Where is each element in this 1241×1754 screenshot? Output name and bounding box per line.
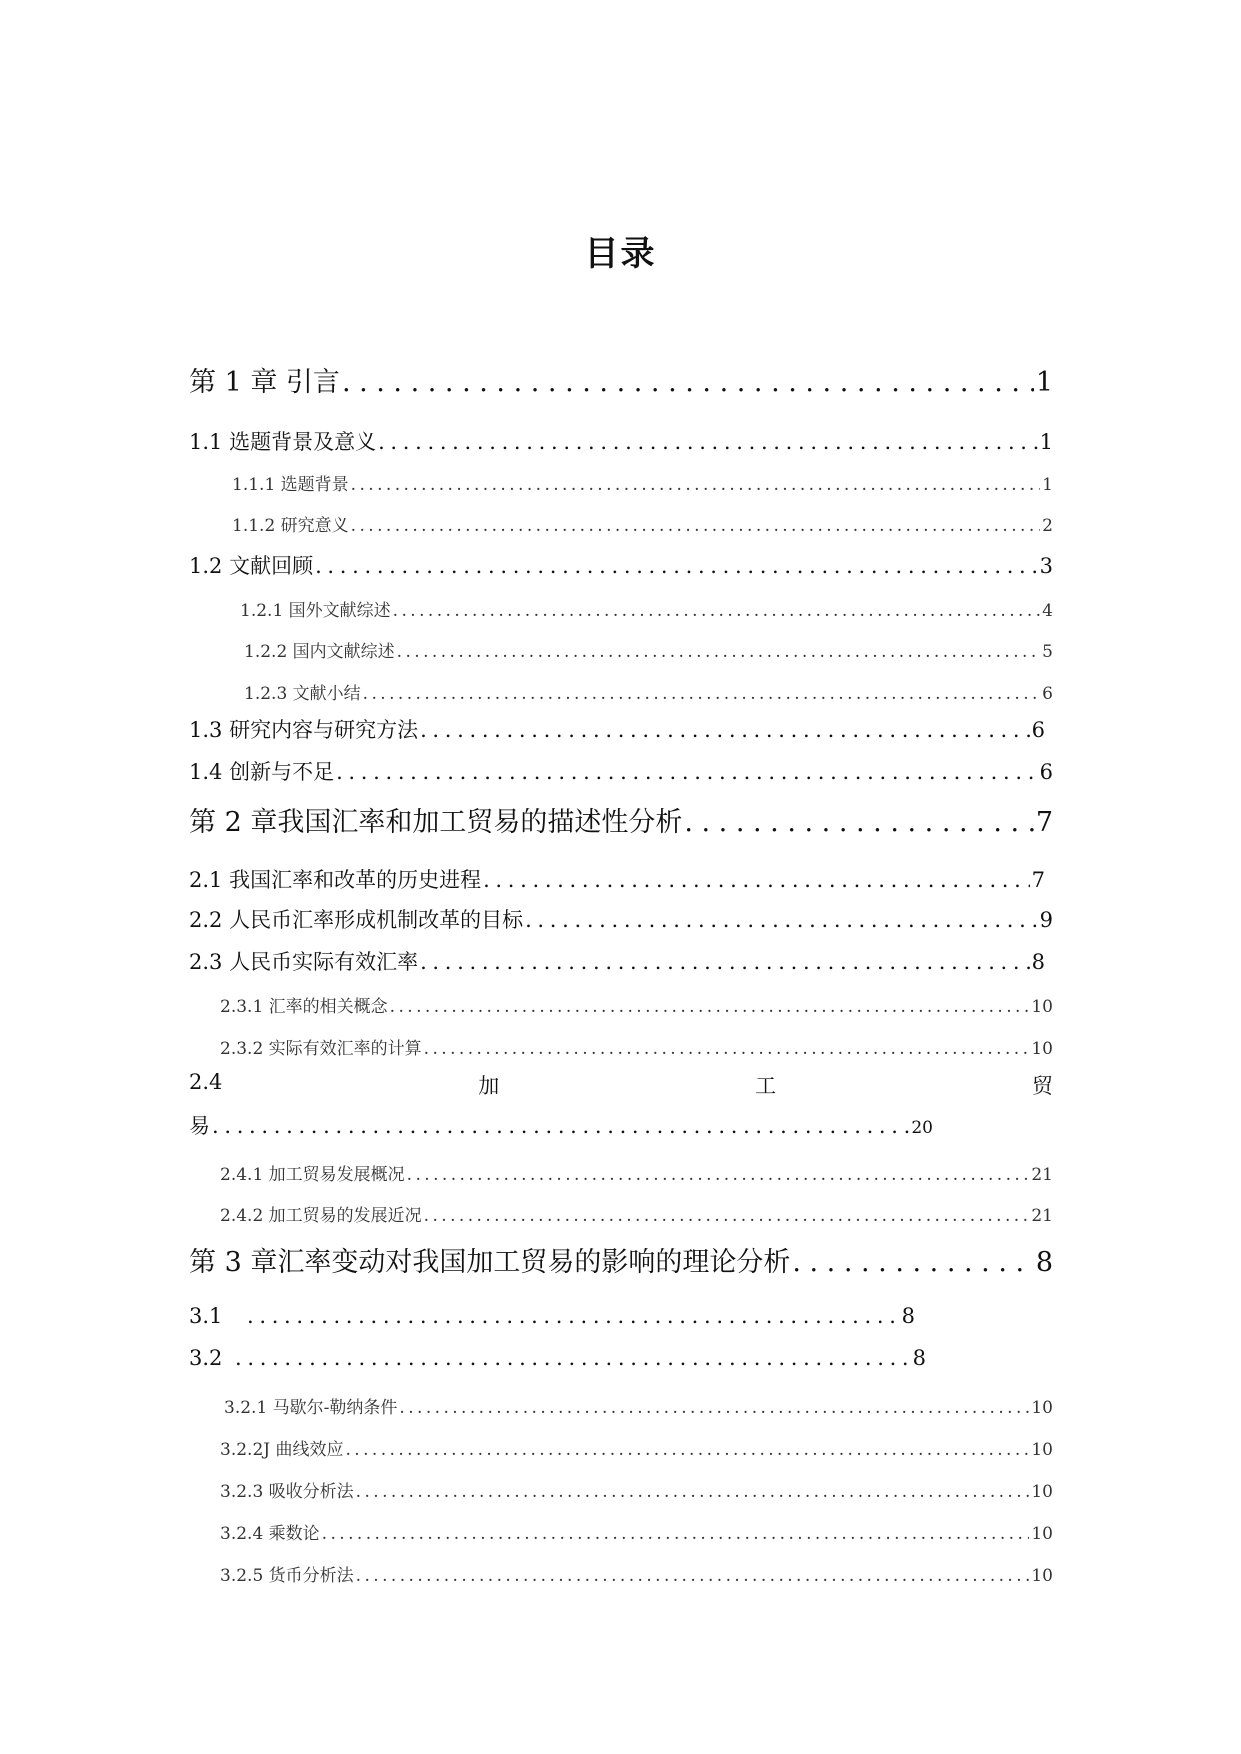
toc-entry-page: 10	[1031, 1524, 1053, 1544]
toc-entry-3-2-1[interactable]	[224, 1393, 1053, 1418]
toc-entry-3-2-3[interactable]	[220, 1477, 1053, 1502]
dot-leader	[378, 430, 1038, 454]
dot-leader	[424, 1206, 1030, 1226]
toc-entry-label-part: 2.4	[189, 1070, 223, 1094]
toc-entry-page: 1	[1035, 367, 1053, 398]
toc-entry-label: 1.1.1 选题背景	[232, 475, 349, 495]
toc-entry-label: 1.2.2 国内文献综述	[244, 642, 395, 662]
toc-entry-page: 1	[1042, 475, 1053, 495]
dot-leader	[363, 684, 1041, 704]
toc-entry-label: 1.3 研究内容与研究方法	[189, 718, 419, 742]
dot-leader	[351, 516, 1041, 536]
toc-entry-1-3[interactable]	[189, 714, 1045, 744]
dot-leader	[351, 475, 1041, 495]
toc-entry-label: 3.2.3 吸收分析法	[220, 1482, 354, 1502]
dot-leader	[399, 1398, 1029, 1418]
toc-entry-page: 6	[1039, 760, 1053, 784]
toc-entry-page: 21	[1031, 1206, 1053, 1226]
toc-entry-1-2-3[interactable]	[244, 679, 1053, 704]
toc-entry-page: 4	[1042, 601, 1053, 621]
toc-entry-2-4-line1[interactable]	[189, 1070, 1053, 1100]
dot-leader	[525, 908, 1038, 932]
dot-leader	[356, 1566, 1030, 1586]
toc-entry-label: 1.2 文献回顾	[189, 554, 314, 578]
toc-entry-3-2-5[interactable]	[220, 1561, 1053, 1586]
dot-leader	[345, 1440, 1029, 1460]
toc-entry-label: 2.4.2 加工贸易的发展近况	[220, 1206, 422, 1226]
dot-leader	[336, 760, 1038, 784]
toc-entry-label: 第 3 章汇率变动对我国加工贸易的影响的理论分析	[189, 1247, 791, 1278]
toc-entry-2-4-line2[interactable]	[189, 1110, 933, 1140]
toc-entry-label-part: 贸	[1031, 1074, 1053, 1098]
dot-leader	[342, 367, 1034, 398]
toc-entry-page: 6	[1031, 718, 1045, 742]
toc-entry-1-1-1[interactable]	[232, 470, 1053, 495]
toc-entry-page: 9	[1039, 908, 1053, 932]
toc-entry-label: 第 1 章 引言	[189, 367, 340, 398]
dot-leader	[390, 997, 1030, 1017]
toc-entry-page: 21	[1031, 1165, 1053, 1185]
toc-entry-page: 8	[1031, 950, 1045, 974]
toc-entry-label: 2.3.2 实际有效汇率的计算	[220, 1039, 422, 1059]
dot-leader	[483, 868, 1030, 892]
toc-entry-page: 6	[1042, 684, 1053, 704]
toc-entry-page: 10	[1031, 1566, 1053, 1586]
toc-entry-label: 3.1	[189, 1304, 223, 1328]
dot-leader	[247, 1304, 900, 1328]
toc-entry-label: 3.2.2J 曲线效应	[220, 1440, 344, 1460]
toc-entry-label: 2.4.1 加工贸易发展概况	[220, 1165, 405, 1185]
toc-entry-label: 2.3 人民币实际有效汇率	[189, 950, 419, 974]
toc-entry-page: 1	[1039, 430, 1053, 454]
toc-entry-1-2-2[interactable]	[244, 637, 1053, 662]
dot-leader	[315, 554, 1038, 578]
toc-entry-3-2-2[interactable]	[220, 1435, 1053, 1460]
toc-entry-page: 10	[1031, 1482, 1053, 1502]
toc-entry-1-4[interactable]	[189, 756, 1053, 786]
toc-entry-chapter-1[interactable]	[189, 360, 1053, 399]
toc-entry-page: 10	[1031, 1440, 1053, 1460]
toc-entry-page: 8	[912, 1346, 926, 1370]
toc-entry-page: 2	[1042, 516, 1053, 536]
toc-entry-label: 1.4 创新与不足	[189, 760, 335, 784]
toc-entry-3-1[interactable]	[189, 1304, 915, 1328]
dot-leader	[420, 718, 1030, 742]
toc-entry-label: 2.1 我国汇率和改革的历史进程	[189, 868, 482, 892]
dot-leader	[322, 1524, 1030, 1544]
dot-leader	[356, 1482, 1030, 1502]
toc-entry-2-3-1[interactable]	[220, 992, 1053, 1017]
toc-entry-label: 1.2.3 文献小结	[244, 684, 361, 704]
toc-entry-page: 7	[1031, 868, 1045, 892]
toc-entry-label-part: 工	[755, 1074, 777, 1098]
toc-entry-chapter-3[interactable]	[189, 1240, 1053, 1279]
toc-entry-chapter-2[interactable]	[189, 800, 1053, 839]
toc-entry-label: 3.2.1 马歇尔-勒纳条件	[224, 1398, 398, 1418]
toc-entry-1-1[interactable]	[189, 426, 1053, 456]
toc-entry-1-1-2[interactable]	[232, 511, 1053, 536]
toc-entry-page: 3	[1039, 554, 1053, 578]
dot-leader	[212, 1114, 909, 1138]
toc-entry-3-2-4[interactable]	[220, 1519, 1053, 1544]
toc-entry-page: 5	[1042, 642, 1053, 662]
dot-leader	[393, 601, 1041, 621]
dot-leader	[792, 1247, 1033, 1278]
toc-entry-label: 2.3.1 汇率的相关概念	[220, 997, 388, 1017]
toc-entry-3-2[interactable]	[189, 1346, 926, 1370]
toc-entry-1-2[interactable]	[189, 550, 1053, 580]
toc-entry-label: 1.1.2 研究意义	[232, 516, 349, 536]
toc-entry-label: 3.2.4 乘数论	[220, 1524, 320, 1544]
toc-entry-2-4-2[interactable]	[220, 1201, 1053, 1226]
dot-leader	[407, 1165, 1030, 1185]
page-title: 目录	[584, 234, 657, 274]
toc-entry-label: 1.1 选题背景及意义	[189, 430, 377, 454]
toc-entry-page: 20	[911, 1118, 933, 1138]
dot-leader	[424, 1039, 1030, 1059]
toc-entry-1-2-1[interactable]	[240, 596, 1053, 621]
toc-entry-2-3-2[interactable]	[220, 1034, 1053, 1059]
toc-entry-page: 10	[1031, 1398, 1053, 1418]
toc-entry-page: 10	[1031, 1039, 1053, 1059]
toc-entry-page: 7	[1035, 807, 1053, 838]
toc-entry-page: 8	[1035, 1247, 1053, 1278]
toc-entry-page: 8	[901, 1304, 915, 1328]
toc-entry-label: 2.2 人民币汇率形成机制改革的目标	[189, 908, 524, 932]
toc-entry-label: 3.2	[189, 1346, 223, 1370]
dot-leader	[420, 950, 1030, 974]
toc-entry-label-part: 加	[478, 1074, 500, 1098]
toc-entry-label: 易	[189, 1114, 210, 1138]
toc-entry-2-2[interactable]	[189, 904, 1053, 934]
toc-entry-label: 第 2 章我国汇率和加工贸易的描述性分析	[189, 807, 683, 838]
dot-leader	[684, 807, 1033, 838]
toc-entry-2-1[interactable]	[189, 864, 1045, 894]
dot-leader	[235, 1346, 911, 1370]
toc-entry-label: 1.2.1 国外文献综述	[240, 601, 391, 621]
toc-entry-page: 10	[1031, 997, 1053, 1017]
toc-entry-2-3[interactable]	[189, 946, 1045, 976]
toc-entry-label: 3.2.5 货币分析法	[220, 1566, 354, 1586]
dot-leader	[397, 642, 1041, 662]
toc-entry-2-4-1[interactable]	[220, 1160, 1053, 1185]
